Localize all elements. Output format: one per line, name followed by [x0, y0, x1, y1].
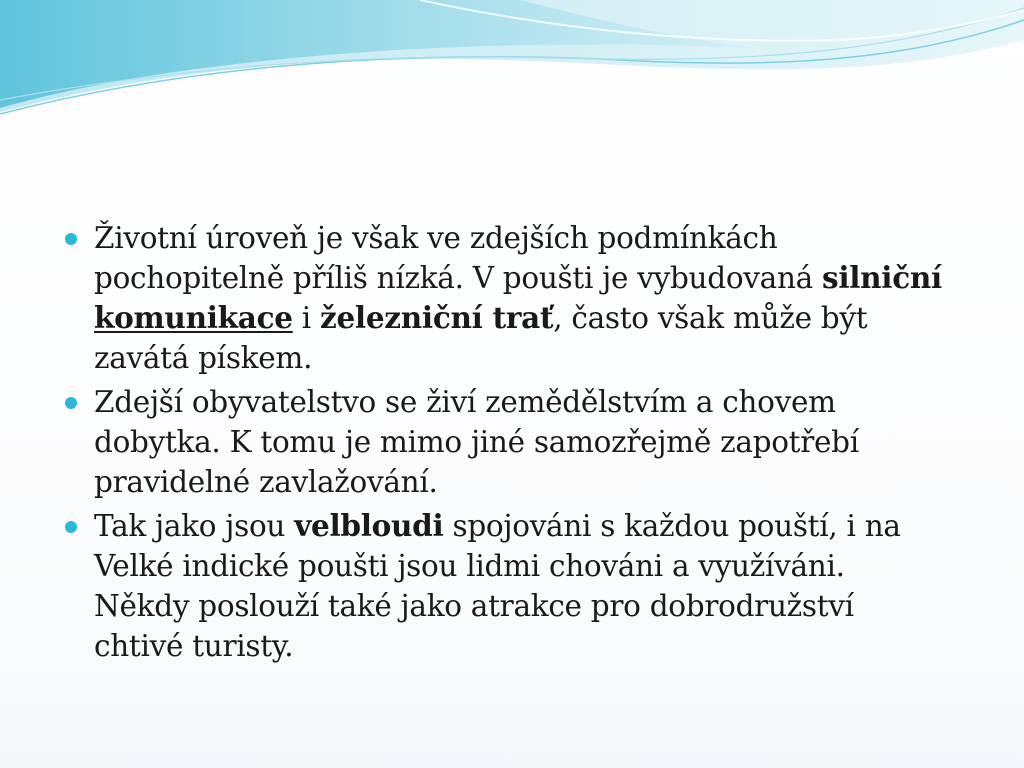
- bullet-text: , často však může být zavátá pískem.: [94, 301, 868, 375]
- bullet-dot-icon: [65, 521, 77, 533]
- slide-body: [62, 218, 942, 670]
- bullet-text-bold: železniční trať: [320, 300, 554, 335]
- bullet-text-bold-underlined: komunikace: [94, 300, 293, 335]
- bullet-item-3: [62, 506, 942, 666]
- header-wave-decoration: [0, 0, 1024, 130]
- bullet-item-2: [62, 382, 942, 502]
- bullet-text: spojováni s každou pouští, i na Velké indické poušti jsou lidmi chováni a využíváni. Někdy poslouží také jako atrakce pro dobrodružství chtivé turisty.: [94, 509, 901, 663]
- bullet-item-1: [62, 218, 942, 378]
- bullet-dot-icon: [65, 397, 77, 409]
- bullet-text: Zdejší obyvatelstvo se živí zemědělstvím a chovem dobytka. K tomu je mimo jiné samozřejmě zapotřebí pravidelné zavlažování.: [94, 385, 859, 499]
- bullet-list: [62, 218, 942, 666]
- bullet-text-bold: silniční: [822, 260, 942, 295]
- bullet-dot-icon: [65, 233, 77, 245]
- bullet-text: i: [292, 301, 321, 335]
- bullet-text-bold: velbloudi: [294, 508, 444, 543]
- bullet-text: Tak jako jsou: [94, 509, 295, 543]
- bullet-text: Životní úroveň je však ve zdejších podmínkách pochopitelně příliš nízká. V poušti je vybudovaná: [94, 221, 823, 295]
